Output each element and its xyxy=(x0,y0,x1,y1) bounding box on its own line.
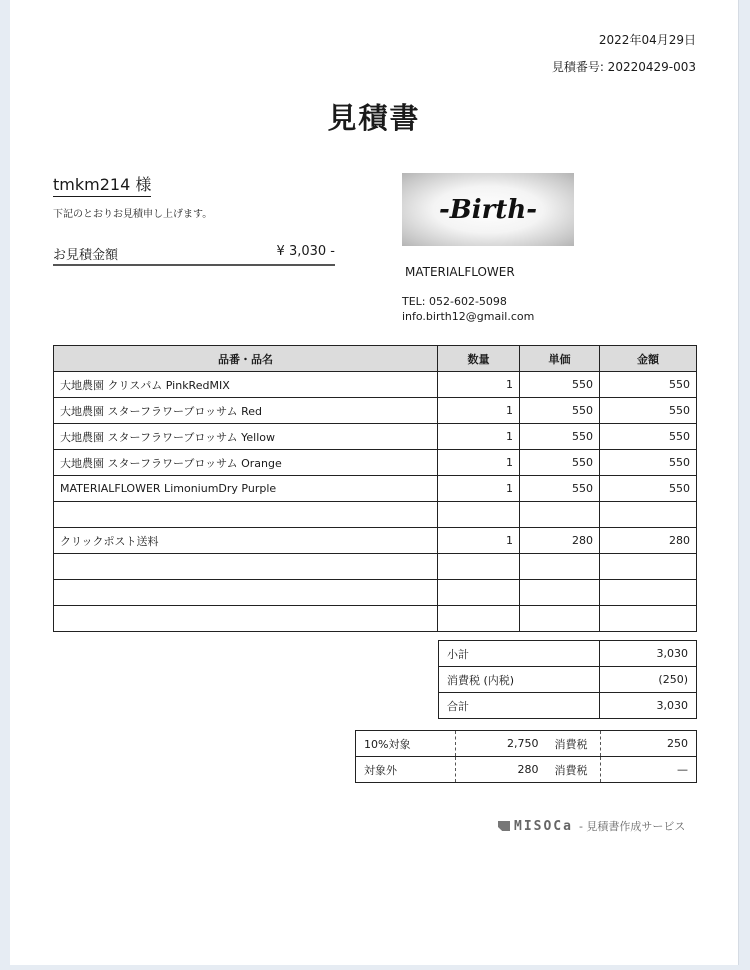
table-row xyxy=(54,554,697,580)
tax-row xyxy=(439,667,697,693)
item-name: 大地農園 スターフラワーブロッサム Orange xyxy=(54,450,438,476)
item-qty xyxy=(438,606,520,632)
quotation-number: 見積番号: 20220429-003 xyxy=(551,60,696,74)
item-amount xyxy=(600,606,697,632)
tax-category-label: 10%対象 xyxy=(356,731,456,757)
header-unit-price: 単価 xyxy=(520,346,600,372)
quote-amount-label: お見積金額 xyxy=(53,248,119,263)
item-amount: 550 xyxy=(600,424,697,450)
item-unit-price: 550 xyxy=(520,398,600,424)
tax-label: 消費税 (内税) xyxy=(439,667,600,693)
quote-amount-box xyxy=(53,242,335,266)
total-row xyxy=(439,693,697,719)
company-tel: TEL: 052-602-5098 xyxy=(402,295,507,308)
tax-breakdown-row xyxy=(356,757,697,783)
item-amount: 550 xyxy=(600,476,697,502)
item-name: 大地農園 スターフラワーブロッサム Yellow xyxy=(54,424,438,450)
item-amount: 550 xyxy=(600,372,697,398)
intro-text: 下記のとおりお見積申し上げます。 xyxy=(53,209,213,220)
item-unit-price: 550 xyxy=(520,372,600,398)
item-unit-price: 550 xyxy=(520,424,600,450)
table-row xyxy=(54,502,697,528)
item-unit-price: 550 xyxy=(520,476,600,502)
header-quantity: 数量 xyxy=(438,346,520,372)
table-row xyxy=(54,580,697,606)
item-name xyxy=(54,580,438,606)
item-unit-price: 280 xyxy=(520,528,600,554)
quotation-page xyxy=(10,0,739,965)
footer-suffix: - 見積書作成サービス xyxy=(578,820,686,833)
item-name xyxy=(54,502,438,528)
item-amount: 550 xyxy=(600,398,697,424)
item-qty xyxy=(438,554,520,580)
tax-category-tax: 250 xyxy=(601,731,697,757)
item-amount xyxy=(600,554,697,580)
item-qty: 1 xyxy=(438,450,520,476)
table-row xyxy=(54,372,697,398)
table-row xyxy=(54,606,697,632)
header-item-name: 品番・品名 xyxy=(54,346,438,372)
table-row xyxy=(54,476,697,502)
misoca-logo-icon xyxy=(498,821,510,831)
item-amount: 280 xyxy=(600,528,697,554)
table-row xyxy=(54,450,697,476)
item-amount: 550 xyxy=(600,450,697,476)
item-unit-price: 550 xyxy=(520,450,600,476)
subtotal-value: 3,030 xyxy=(600,641,697,667)
table-row xyxy=(54,424,697,450)
tax-category-label: 対象外 xyxy=(356,757,456,783)
tax-breakdown-table xyxy=(355,730,697,783)
table-row xyxy=(54,528,697,554)
item-name: クリックポスト送料 xyxy=(54,528,438,554)
company-logo xyxy=(402,173,574,246)
summary-table xyxy=(438,640,697,719)
item-name: 大地農園 クリスパム PinkRedMIX xyxy=(54,372,438,398)
customer-name: tmkm214 様 xyxy=(53,172,151,197)
items-table xyxy=(53,345,697,632)
item-name: MATERIALFLOWER LimoniumDry Purple xyxy=(54,476,438,502)
tax-category-tax-label: 消費税 xyxy=(547,757,601,783)
item-name: 大地農園 スターフラワーブロッサム Red xyxy=(54,398,438,424)
footer-branding xyxy=(498,818,685,834)
total-value: 3,030 xyxy=(600,693,697,719)
issue-date: 2022年04月29日 xyxy=(598,33,696,47)
table-row xyxy=(54,398,697,424)
quote-amount-value: ¥ 3,030 - xyxy=(276,244,335,259)
item-amount xyxy=(600,580,697,606)
tax-category-amount: 2,750 xyxy=(456,731,547,757)
tax-category-amount: 280 xyxy=(456,757,547,783)
item-unit-price xyxy=(520,554,600,580)
item-name xyxy=(54,554,438,580)
item-qty: 1 xyxy=(438,528,520,554)
items-header-row xyxy=(54,346,697,372)
tax-category-tax-label: 消費税 xyxy=(547,731,601,757)
company-email: info.birth12@gmail.com xyxy=(402,310,535,323)
item-qty: 1 xyxy=(438,424,520,450)
item-qty: 1 xyxy=(438,398,520,424)
item-amount xyxy=(600,502,697,528)
tax-breakdown-row xyxy=(356,731,697,757)
item-qty xyxy=(438,580,520,606)
item-unit-price xyxy=(520,606,600,632)
page-title: 見積書 xyxy=(327,101,421,135)
tax-category-tax: — xyxy=(601,757,697,783)
footer-brand: MISOCa xyxy=(514,818,573,834)
tax-value: (250) xyxy=(600,667,697,693)
header-amount: 金額 xyxy=(600,346,697,372)
total-label: 合計 xyxy=(439,693,600,719)
item-qty: 1 xyxy=(438,372,520,398)
item-name xyxy=(54,606,438,632)
item-unit-price xyxy=(520,502,600,528)
logo-text: -Birth- xyxy=(438,194,538,225)
subtotal-row xyxy=(439,641,697,667)
item-qty xyxy=(438,502,520,528)
subtotal-label: 小計 xyxy=(439,641,600,667)
item-qty: 1 xyxy=(438,476,520,502)
company-name: MATERIALFLOWER xyxy=(405,265,515,279)
item-unit-price xyxy=(520,580,600,606)
